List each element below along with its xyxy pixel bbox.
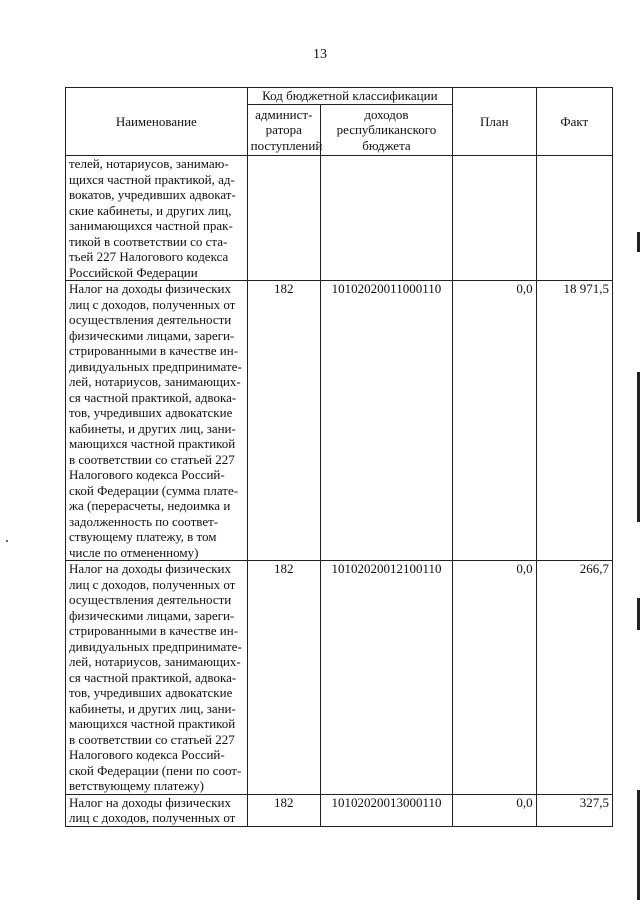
name-line: в соответствии со статьей 227 bbox=[69, 451, 235, 467]
cell-admin-code: 182 bbox=[247, 281, 320, 561]
name-line: Налог на доходы физических bbox=[69, 794, 231, 810]
header-plan: План bbox=[453, 88, 537, 156]
header-income bbox=[320, 105, 452, 156]
header-name: Наименование bbox=[66, 88, 248, 156]
name-line: стрированными в качестве ин- bbox=[69, 623, 239, 638]
table-row bbox=[66, 281, 613, 561]
name-line: числе по отмененному) bbox=[69, 544, 199, 560]
cell-plan: 0,0 bbox=[453, 281, 537, 561]
name-line: ветствующему платежу) bbox=[69, 778, 204, 793]
name-line: лей, нотариусов, занимающих- bbox=[69, 654, 241, 669]
name-line: осуществления деятельности bbox=[69, 312, 232, 327]
header-kbk-group: Код бюджетной классификации bbox=[247, 88, 452, 105]
name-line: кабинеты, и других лиц, зани- bbox=[69, 420, 236, 436]
header-income-line: республиканского bbox=[336, 122, 437, 138]
name-line: занимающихся частной прак- bbox=[69, 218, 233, 233]
name-line: лиц с доходов, полученных от bbox=[69, 576, 236, 592]
header-admin-line: ратора bbox=[265, 122, 302, 138]
cell-income-code: 10102020012100110 bbox=[320, 561, 452, 795]
table-body bbox=[66, 156, 613, 827]
name-line: тов, учредивших адвокатские bbox=[69, 405, 233, 420]
name-line: мающихся частной практикой bbox=[69, 436, 236, 451]
name-line: ские кабинеты, и других лиц, bbox=[69, 202, 232, 218]
cell-income-code: 10102020013000110 bbox=[320, 794, 452, 826]
name-line: ся частной практикой, адвока- bbox=[69, 389, 237, 405]
name-line: кабинеты, и других лиц, зани- bbox=[69, 700, 236, 716]
cell-income-code: 10102020011000110 bbox=[320, 281, 452, 561]
cell-name bbox=[66, 561, 248, 795]
cell-name bbox=[66, 794, 248, 826]
cell-admin-code: 182 bbox=[247, 794, 320, 826]
name-line: физическими лицами, зареги- bbox=[69, 327, 235, 343]
name-line: вокатов, учредивших адвокат- bbox=[69, 187, 236, 202]
name-line: ся частной практикой, адвока- bbox=[69, 669, 237, 685]
header-admin-line: админист- bbox=[255, 106, 313, 122]
name-line: ской Федерации (сумма плате- bbox=[69, 482, 239, 498]
name-line: дивидуальных предпринимате- bbox=[69, 638, 242, 654]
header-income-line: бюджета bbox=[362, 137, 411, 153]
name-line: ской Федерации (пени по соот- bbox=[69, 762, 242, 778]
name-line: жа (перерасчеты, недоимка и bbox=[69, 498, 231, 513]
name-line: тов, учредивших адвокатские bbox=[69, 685, 233, 700]
table-row bbox=[66, 156, 613, 281]
cell-plan: 0,0 bbox=[453, 794, 537, 826]
cell-admin-code bbox=[247, 156, 320, 281]
name-line: задолженность по соответ- bbox=[69, 513, 219, 529]
cell-admin-code: 182 bbox=[247, 561, 320, 795]
name-line: Налогового кодекса Россий- bbox=[69, 467, 225, 482]
table-header bbox=[66, 88, 613, 156]
table-row bbox=[66, 794, 613, 826]
name-line: тикой в соответствии со ста- bbox=[69, 233, 228, 249]
cell-plan: 0,0 bbox=[453, 561, 537, 795]
name-line: физическими лицами, зареги- bbox=[69, 607, 235, 623]
name-line: лиц с доходов, полученных от bbox=[69, 810, 236, 825]
scan-speck bbox=[6, 540, 8, 542]
name-line: Российской Федерации bbox=[69, 264, 198, 280]
header-fact: Факт bbox=[536, 88, 612, 156]
header-admin-line: поступлений bbox=[250, 137, 323, 153]
page-number: 13 bbox=[313, 47, 327, 62]
header-admin bbox=[247, 105, 323, 156]
name-line: ствующему платежу, в том bbox=[69, 529, 217, 544]
name-line: телей, нотариусов, занимаю- bbox=[69, 156, 229, 171]
name-line: мающихся частной практикой bbox=[69, 716, 236, 731]
budget-table bbox=[65, 87, 613, 827]
name-line: осуществления деятельности bbox=[69, 592, 232, 607]
name-line: Налог на доходы физических bbox=[69, 281, 231, 296]
name-line: тьей 227 Налогового кодекса bbox=[69, 249, 229, 264]
cell-fact: 18 971,5 bbox=[536, 281, 612, 561]
header-income-line: доходов bbox=[364, 106, 409, 122]
name-line: стрированными в качестве ин- bbox=[69, 343, 239, 358]
name-line: Налог на доходы физических bbox=[69, 561, 231, 576]
table-row bbox=[66, 561, 613, 795]
cell-income-code bbox=[320, 156, 452, 281]
cell-fact: 266,7 bbox=[536, 561, 612, 795]
cell-plan bbox=[453, 156, 537, 281]
name-line: дивидуальных предпринимате- bbox=[69, 358, 242, 374]
cell-name bbox=[66, 281, 248, 561]
cell-fact: 327,5 bbox=[536, 794, 612, 826]
name-line: лиц с доходов, полученных от bbox=[69, 296, 236, 312]
name-line: лей, нотариусов, занимающих- bbox=[69, 374, 241, 389]
name-line: Налогового кодекса Россий- bbox=[69, 747, 225, 762]
cell-name bbox=[66, 156, 248, 281]
name-line: щихся частной практикой, ад- bbox=[69, 171, 235, 187]
cell-fact bbox=[536, 156, 612, 281]
name-line: в соответствии со статьей 227 bbox=[69, 731, 235, 747]
